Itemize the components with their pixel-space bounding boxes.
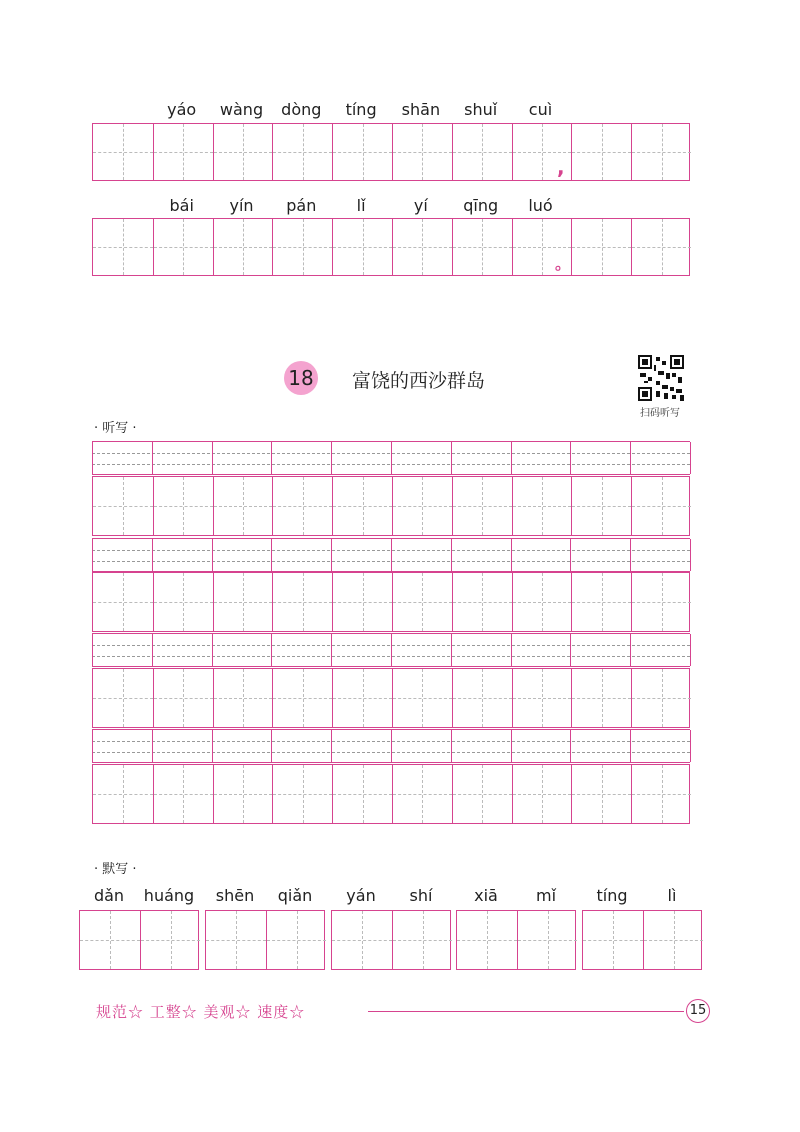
writing-cell[interactable]: [332, 911, 392, 969]
lesson-number: 18: [284, 361, 318, 395]
pinyin-lines[interactable]: [92, 441, 690, 475]
writing-cell[interactable]: [512, 669, 572, 727]
pinyin-label: shēn: [215, 886, 255, 905]
writing-cell[interactable]: [272, 765, 332, 823]
pinyin-label: shān: [401, 100, 441, 119]
writing-cell[interactable]: [153, 765, 213, 823]
writing-cell[interactable]: [140, 911, 200, 969]
dictation-grid-row[interactable]: [92, 572, 690, 632]
writing-cell[interactable]: [332, 669, 392, 727]
writing-cell[interactable]: [213, 669, 273, 727]
writing-cell[interactable]: [392, 765, 452, 823]
writing-cell[interactable]: [93, 765, 153, 823]
pinyin-label: dòng: [281, 100, 322, 119]
pinyin-lines[interactable]: [92, 633, 690, 667]
pinyin-label: dǎn: [93, 886, 125, 905]
writing-cell[interactable]: [571, 219, 631, 275]
pinyin-label: qīng: [463, 196, 499, 215]
pinyin-label: bái: [169, 196, 194, 215]
pinyin-label: tíng: [345, 100, 377, 119]
writing-cell[interactable]: [457, 911, 517, 969]
writing-cell[interactable]: [571, 573, 631, 631]
qr-code-icon[interactable]: [638, 355, 684, 401]
writing-cell[interactable]: [332, 124, 392, 180]
word-grid[interactable]: [331, 910, 451, 970]
period-mark: 。: [555, 254, 572, 273]
writing-cell[interactable]: [93, 477, 153, 535]
writing-cell[interactable]: [392, 573, 452, 631]
word-grid[interactable]: [456, 910, 576, 970]
writing-cell[interactable]: [392, 669, 452, 727]
writing-cell[interactable]: [571, 477, 631, 535]
pinyin-label: yín: [229, 196, 254, 215]
dictation-label: · 听写 ·: [94, 421, 137, 436]
writing-cell[interactable]: [272, 124, 332, 180]
writing-cell[interactable]: [517, 911, 577, 969]
writing-cell[interactable]: [392, 911, 452, 969]
writing-cell[interactable]: [631, 669, 691, 727]
word-grid[interactable]: [79, 910, 199, 970]
writing-cell[interactable]: [332, 477, 392, 535]
writing-cell[interactable]: [266, 911, 326, 969]
pinyin-label: yán: [346, 886, 376, 905]
pinyin-label: cuì: [528, 100, 553, 119]
writing-cell[interactable]: [452, 573, 512, 631]
writing-cell[interactable]: [153, 219, 213, 275]
writing-cell[interactable]: [452, 477, 512, 535]
pinyin-label: huáng: [143, 886, 195, 905]
pinyin-lines[interactable]: [92, 729, 690, 763]
writing-cell[interactable]: [452, 124, 512, 180]
writing-cell[interactable]: [392, 219, 452, 275]
writing-cell[interactable]: [452, 669, 512, 727]
writing-cell[interactable]: [631, 765, 691, 823]
writing-cell[interactable]: [272, 477, 332, 535]
writing-cell[interactable]: [213, 124, 273, 180]
writing-grid-row-1[interactable]: [92, 123, 690, 181]
pinyin-label: mǐ: [535, 886, 557, 905]
writing-cell[interactable]: [452, 219, 512, 275]
pinyin-label: wàng: [219, 100, 264, 119]
writing-cell[interactable]: [631, 124, 691, 180]
writing-cell[interactable]: [571, 669, 631, 727]
writing-cell[interactable]: [272, 573, 332, 631]
dictation-grid-row[interactable]: [92, 476, 690, 536]
writing-cell[interactable]: [332, 219, 392, 275]
writing-cell[interactable]: [272, 669, 332, 727]
writing-cell[interactable]: [93, 219, 153, 275]
writing-cell[interactable]: [332, 765, 392, 823]
writing-cell[interactable]: [213, 219, 273, 275]
writing-cell[interactable]: [571, 124, 631, 180]
pinyin-label: lǐ: [356, 196, 366, 215]
writing-cell[interactable]: [392, 124, 452, 180]
dictation-grid-row[interactable]: [92, 764, 690, 824]
writing-cell[interactable]: [512, 573, 572, 631]
writing-cell[interactable]: [631, 477, 691, 535]
writing-cell[interactable]: [512, 765, 572, 823]
dictation-grid-row[interactable]: [92, 668, 690, 728]
writing-cell[interactable]: [452, 765, 512, 823]
silent-writing-label: · 默写 ·: [94, 862, 137, 877]
writing-cell[interactable]: [631, 219, 691, 275]
writing-cell[interactable]: [512, 477, 572, 535]
pinyin-label: qiǎn: [277, 886, 313, 905]
word-grid[interactable]: [205, 910, 325, 970]
writing-cell[interactable]: [332, 573, 392, 631]
writing-cell[interactable]: [93, 124, 153, 180]
pinyin-label: lì: [667, 886, 677, 905]
writing-cell[interactable]: [583, 911, 643, 969]
writing-cell[interactable]: [153, 669, 213, 727]
pinyin-label: shí: [409, 886, 433, 905]
writing-cell[interactable]: [631, 573, 691, 631]
word-grid[interactable]: [582, 910, 702, 970]
writing-cell[interactable]: [206, 911, 266, 969]
writing-cell[interactable]: [392, 477, 452, 535]
writing-cell[interactable]: [272, 219, 332, 275]
pinyin-label: tíng: [596, 886, 628, 905]
writing-cell[interactable]: [571, 765, 631, 823]
writing-grid-row-2[interactable]: [92, 218, 690, 276]
writing-cell[interactable]: [153, 573, 213, 631]
pinyin-label: yáo: [167, 100, 197, 119]
writing-cell[interactable]: [80, 911, 140, 969]
pinyin-label: yí: [413, 196, 428, 215]
qr-code-label: 扫码听写: [640, 408, 680, 419]
writing-cell[interactable]: [93, 573, 153, 631]
footer-divider: [368, 1011, 684, 1012]
writing-cell[interactable]: [153, 477, 213, 535]
lesson-title: 富饶的西沙群岛: [352, 370, 486, 392]
pinyin-label: luó: [528, 196, 553, 215]
pinyin-label: xiā: [474, 886, 498, 905]
page-number: 15: [686, 999, 710, 1023]
writing-cell[interactable]: [213, 477, 273, 535]
rating-label: 规范☆ 工整☆ 美观☆ 速度☆: [96, 1003, 306, 1021]
comma-mark: ,: [557, 155, 565, 179]
writing-cell[interactable]: [153, 124, 213, 180]
pinyin-label: pán: [286, 196, 317, 215]
pinyin-label: shuǐ: [464, 100, 498, 119]
writing-cell[interactable]: [643, 911, 703, 969]
writing-cell[interactable]: [213, 765, 273, 823]
pinyin-lines[interactable]: [92, 538, 690, 572]
writing-cell[interactable]: [93, 669, 153, 727]
writing-cell[interactable]: [213, 573, 273, 631]
